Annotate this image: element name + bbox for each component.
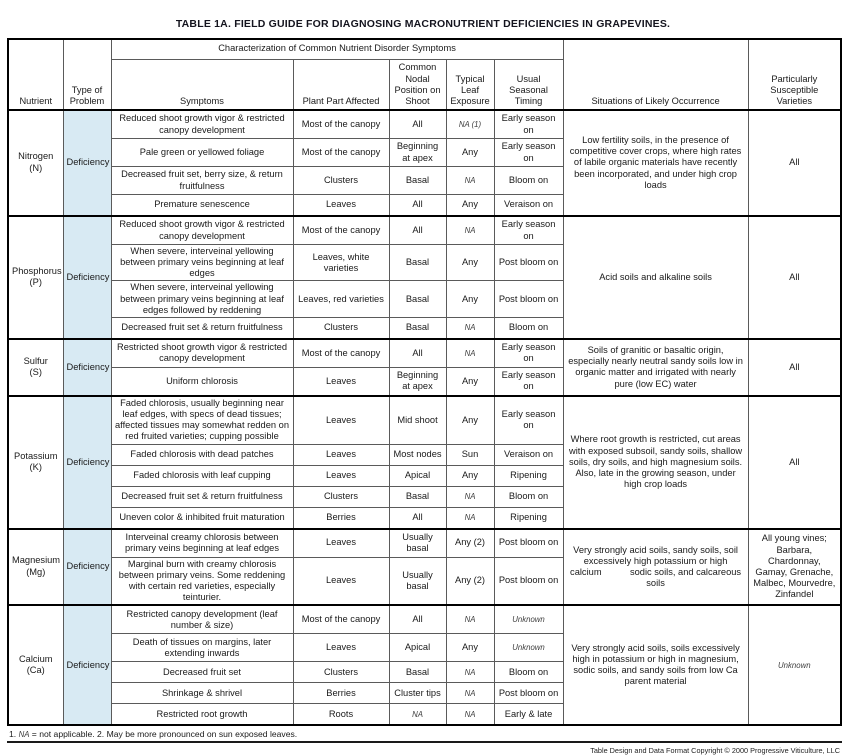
cell-nodal-position: Basal	[389, 245, 446, 281]
cell-leaf-exposure: Sun	[446, 444, 494, 465]
cell-leaf-exposure: NA	[446, 704, 494, 726]
header-row-span	[8, 39, 841, 60]
cell-plant-part: Leaves	[293, 195, 389, 217]
cell-nutrient-calcium	[8, 605, 63, 725]
cell-symptoms: Interveinal creamy chlorosis between primary veins beginning at leaf edges	[111, 529, 293, 558]
col-header-nodal-position: Common Nodal Position on Shoot	[389, 60, 446, 111]
col-header-symptoms: Symptoms	[111, 60, 293, 111]
cell-symptoms: Decreased fruit set & return fruitfulness	[111, 317, 293, 339]
cell-plant-part: Berries	[293, 507, 389, 529]
cell-seasonal-timing: Ripening	[494, 465, 563, 486]
cell-plant-part: Most of the canopy	[293, 339, 389, 368]
table-row	[8, 605, 841, 634]
cell-symptoms: Faded chlorosis with leaf cupping	[111, 465, 293, 486]
nutrient-symbol: (K)	[29, 462, 42, 473]
nutrient-symbol: (S)	[29, 367, 42, 378]
cell-leaf-exposure: NA	[446, 486, 494, 507]
cell-seasonal-timing: Early season on	[494, 110, 563, 139]
nutrient-name: Nitrogen	[18, 151, 54, 162]
table-row	[8, 110, 841, 139]
cell-nodal-position: All	[389, 507, 446, 529]
cell-symptoms: Pale green or yellowed foliage	[111, 139, 293, 167]
cell-plant-part: Clusters	[293, 486, 389, 507]
cell-type-of-problem: Deficiency	[63, 396, 111, 529]
cell-seasonal-timing: Bloom on	[494, 317, 563, 339]
table-header	[8, 39, 841, 110]
cell-nodal-position: Most nodes	[389, 444, 446, 465]
cell-plant-part: Roots	[293, 704, 389, 726]
cell-nutrient-sulfur	[8, 339, 63, 396]
cell-nodal-position: All	[389, 216, 446, 245]
cell-seasonal-timing: Veraison on	[494, 444, 563, 465]
cell-symptoms: Faded chlorosis, usually beginning near leaf edges, with specs of dead tissues; affected tissues may somewhat redden on red fruited varieties; cupping possible	[111, 396, 293, 444]
nutrient-symbol: (N)	[29, 163, 43, 173]
cell-leaf-exposure: NA	[446, 507, 494, 529]
cell-leaf-exposure: Any	[446, 245, 494, 281]
cell-situations: Where root growth is restricted, cut areas with exposed subsoil, sandy soils, shallow soils, dry soils, and high magnesium soils. Also, late in the growing season, under high crop loads	[563, 396, 748, 529]
cell-leaf-exposure: NA (1)	[446, 110, 494, 139]
col-header-situations: Situations of Likely Occurrence	[563, 39, 748, 110]
cell-susceptible: All young vines; Barbara, Chardonnay, Gamay, Grenache, Malbec, Mourvedre, Zinfandel	[748, 529, 841, 606]
cell-plant-part: Berries	[293, 683, 389, 704]
cell-situations: Acid soils and alkaline soils	[563, 216, 748, 339]
cell-nodal-position: All	[389, 110, 446, 139]
cell-symptoms: Restricted canopy development (leaf number & size)	[111, 605, 293, 634]
cell-leaf-exposure: NA	[446, 339, 494, 368]
cell-situations: Soils of granitic or basaltic origin, especially nearly neutral sandy soils low in organic matter and irrigated with nearly pure (low EC) water	[563, 339, 748, 396]
cell-leaf-exposure: NA	[446, 216, 494, 245]
cell-nodal-position: Beginning at apex	[389, 139, 446, 167]
cell-nutrient-potassium	[8, 396, 63, 529]
cell-plant-part: Leaves	[293, 465, 389, 486]
cell-leaf-exposure: Any	[446, 139, 494, 167]
col-header-plant-part: Plant Part Affected	[293, 60, 389, 111]
cell-plant-part: Clusters	[293, 167, 389, 195]
cell-nodal-position: All	[389, 195, 446, 217]
cell-type-of-problem: Deficiency	[63, 110, 111, 216]
cell-leaf-exposure: NA	[446, 317, 494, 339]
cell-type-of-problem: Deficiency	[63, 529, 111, 606]
cell-symptoms: Decreased fruit set & return fruitfulness	[111, 486, 293, 507]
cell-leaf-exposure: Any	[446, 195, 494, 217]
cell-symptoms: Reduced shoot growth vigor & restricted canopy development	[111, 110, 293, 139]
cell-seasonal-timing: Post bloom on	[494, 281, 563, 317]
macronutrient-deficiency-table	[7, 38, 842, 726]
col-header-type-of-problem: Type of Problem	[63, 39, 111, 110]
table-row	[8, 216, 841, 245]
cell-plant-part: Leaves	[293, 396, 389, 444]
cell-seasonal-timing: Early season on	[494, 139, 563, 167]
cell-situations: Low fertility soils, in the presence of competitive cover crops, where high rates of labile organic materials have recently been incorporated, and under high crop loads	[563, 110, 748, 216]
cell-leaf-exposure: NA	[446, 605, 494, 634]
cell-seasonal-timing: Post bloom on	[494, 245, 563, 281]
cell-nodal-position: Usually basal	[389, 529, 446, 558]
cell-seasonal-timing: Bloom on	[494, 486, 563, 507]
cell-leaf-exposure: NA	[446, 662, 494, 683]
nutrient-symbol: (Mg)	[26, 566, 46, 577]
cell-situations: Very strongly acid soils, sandy soils, soil excessively high potassium or high calcium sodic soils, and calcareous soils	[563, 529, 748, 606]
cell-seasonal-timing: Post bloom on	[494, 529, 563, 558]
cell-nodal-position: All	[389, 339, 446, 368]
cell-symptoms: Decreased fruit set, berry size, & return fruitfulness	[111, 167, 293, 195]
cell-nutrient-nitrogen	[8, 110, 63, 216]
cell-plant-part: Leaves	[293, 444, 389, 465]
cell-seasonal-timing: Post bloom on	[494, 557, 563, 605]
cell-plant-part: Most of the canopy	[293, 139, 389, 167]
cell-seasonal-timing: Bloom on	[494, 662, 563, 683]
cell-nodal-position: Basal	[389, 317, 446, 339]
cell-symptoms: Faded chlorosis with dead patches	[111, 444, 293, 465]
cell-seasonal-timing: Bloom on	[494, 167, 563, 195]
col-header-seasonal-timing: Usual Seasonal Timing	[494, 60, 563, 111]
cell-leaf-exposure: NA	[446, 167, 494, 195]
cell-type-of-problem: Deficiency	[63, 216, 111, 339]
nutrient-name: Sulfur	[23, 355, 48, 366]
cell-symptoms: Uneven color & inhibited fruit maturation	[111, 507, 293, 529]
page-title: TABLE 1A. FIELD GUIDE FOR DIAGNOSING MACRONUTRIENT DEFICIENCIES IN GRAPEVINES.	[175, 18, 671, 30]
table-row	[8, 339, 841, 368]
cell-plant-part: Clusters	[293, 317, 389, 339]
nutrient-symbol: (P)	[29, 277, 42, 288]
col-header-susceptible: Particularly Susceptible Varieties	[748, 39, 841, 110]
nutrient-symbol: (Ca)	[26, 665, 45, 676]
cell-plant-part: Leaves, white varieties	[293, 245, 389, 281]
cell-seasonal-timing: Early & late	[494, 704, 563, 726]
cell-plant-part: Clusters	[293, 662, 389, 683]
col-header-characterization: Characterization of Common Nutrient Disorder Symptoms	[111, 39, 563, 60]
cell-nutrient-magnesium	[8, 529, 63, 606]
cell-nodal-position: NA	[389, 704, 446, 726]
cell-type-of-problem: Deficiency	[63, 339, 111, 396]
cell-nodal-position: Apical	[389, 634, 446, 662]
cell-seasonal-timing: Unknown	[494, 634, 563, 662]
cell-situations: Very strongly acid soils, soils excessively high in potassium or high in magnesium, sodic soils, and sandy soils from low Ca parent material	[563, 605, 748, 725]
cell-nodal-position: Basal	[389, 662, 446, 683]
cell-seasonal-timing: Post bloom on	[494, 683, 563, 704]
cell-leaf-exposure: NA	[446, 683, 494, 704]
cell-susceptible: All	[748, 216, 841, 339]
cell-susceptible: All	[748, 339, 841, 396]
cell-seasonal-timing: Veraison on	[494, 195, 563, 217]
cell-leaf-exposure: Any	[446, 465, 494, 486]
cell-seasonal-timing: Early season on	[494, 396, 563, 444]
cell-leaf-exposure: Any (2)	[446, 529, 494, 558]
nutrient-name: Magnesium	[12, 555, 61, 566]
cell-plant-part: Most of the canopy	[293, 216, 389, 245]
cell-symptoms: Restricted shoot growth vigor & restricted canopy development	[111, 339, 293, 368]
cell-nodal-position: Apical	[389, 465, 446, 486]
col-header-leaf-exposure: Typical Leaf Exposure	[446, 60, 494, 111]
footnote-na-abbrev: NA	[18, 730, 30, 740]
cell-leaf-exposure: Any	[446, 281, 494, 317]
cell-plant-part: Leaves	[293, 529, 389, 558]
cell-symptoms: Premature senescence	[111, 195, 293, 217]
cell-symptoms: Death of tissues on margins, later extending inwards	[111, 634, 293, 662]
table-row	[8, 396, 841, 444]
cell-symptoms: When severe, interveinal yellowing between primary veins beginning at leaf edges followed by reddening	[111, 281, 293, 317]
cell-leaf-exposure: Any	[446, 634, 494, 662]
footnotes	[7, 726, 842, 743]
cell-nodal-position: Mid shoot	[389, 396, 446, 444]
cell-symptoms: When severe, interveinal yellowing between primary veins beginning at leaf edges	[111, 245, 293, 281]
cell-nodal-position: Basal	[389, 281, 446, 317]
table-row	[8, 529, 841, 558]
cell-nodal-position: Basal	[389, 167, 446, 195]
cell-nodal-position: Beginning at apex	[389, 367, 446, 396]
cell-susceptible: Unknown	[748, 605, 841, 725]
cell-plant-part: Leaves, red varieties	[293, 281, 389, 317]
cell-nodal-position: Basal	[389, 486, 446, 507]
cell-symptoms: Decreased fruit set	[111, 662, 293, 683]
cell-leaf-exposure: Any	[446, 367, 494, 396]
cell-nodal-position: Cluster tips	[389, 683, 446, 704]
cell-symptoms: Marginal burn with creamy chlorosis between primary veins. Some reddening with certain red varieties, especially teinturier.	[111, 557, 293, 605]
cell-susceptible: All	[748, 396, 841, 529]
cell-susceptible: All	[748, 110, 841, 216]
cell-plant-part: Most of the canopy	[293, 110, 389, 139]
cell-nutrient-phosphorus	[8, 216, 63, 339]
cell-nodal-position: All	[389, 605, 446, 634]
footnote-text: = not applicable. 2. May be more pronounced on sun exposed leaves.	[29, 729, 298, 740]
cell-leaf-exposure: Any	[446, 396, 494, 444]
copyright-notice: Table Design and Data Format Copyright © 2000 Progressive Viticulture, LLC	[590, 746, 840, 755]
cell-seasonal-timing: Unknown	[494, 605, 563, 634]
cell-leaf-exposure: Any (2)	[446, 557, 494, 605]
nutrient-name: Phosphorus	[12, 265, 62, 276]
cell-seasonal-timing: Early season on	[494, 216, 563, 245]
footnote-prefix: 1.	[9, 729, 19, 740]
cell-seasonal-timing: Ripening	[494, 507, 563, 529]
cell-plant-part: Most of the canopy	[293, 605, 389, 634]
cell-symptoms: Shrinkage & shrivel	[111, 683, 293, 704]
cell-seasonal-timing: Early season on	[494, 367, 563, 396]
cell-plant-part: Leaves	[293, 367, 389, 396]
cell-type-of-problem: Deficiency	[63, 605, 111, 725]
nutrient-name: Calcium	[18, 653, 53, 664]
cell-symptoms: Uniform chlorosis	[111, 367, 293, 396]
cell-symptoms: Restricted root growth	[111, 704, 293, 726]
cell-symptoms: Reduced shoot growth vigor & restricted canopy development	[111, 216, 293, 245]
cell-nodal-position: Usually basal	[389, 557, 446, 605]
cell-plant-part: Leaves	[293, 557, 389, 605]
nutrient-name: Potassium	[14, 450, 58, 461]
col-header-nutrient: Nutrient	[8, 39, 63, 110]
cell-seasonal-timing: Early season on	[494, 339, 563, 368]
cell-plant-part: Leaves	[293, 634, 389, 662]
